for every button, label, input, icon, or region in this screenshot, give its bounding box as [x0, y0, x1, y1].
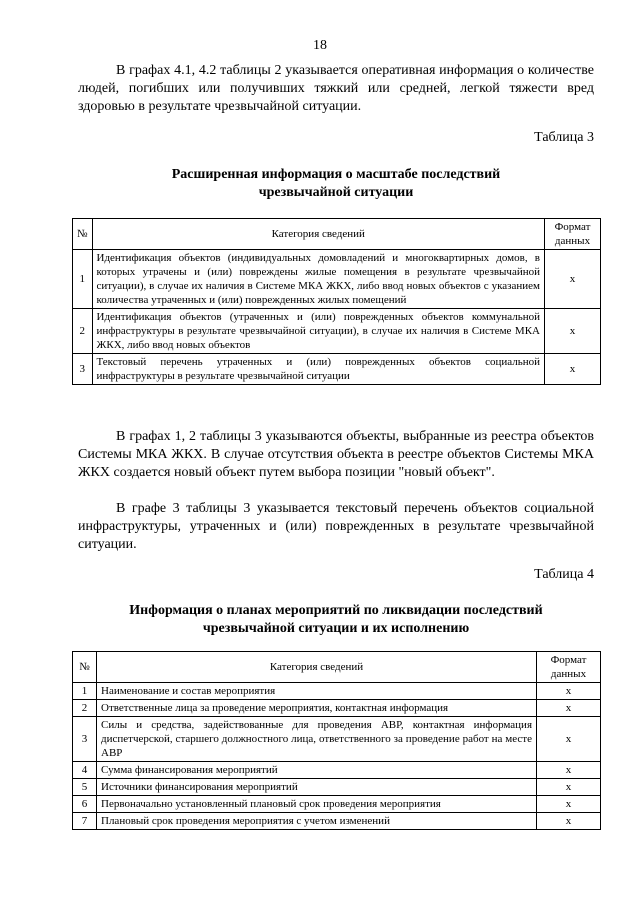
paragraph-table3-note-1: В графах 1, 2 таблицы 3 указываются объекты, выбранные из реестра объектов Системы МКА ЖКХ. В случае отсутствия объекта в реестре объектов Системы МКА ЖКХ создается новый объект путем выбора позиции "новый объект". [78, 429, 594, 480]
table4-header-format: Формат данных [537, 652, 601, 683]
row-format: x [537, 796, 601, 813]
table3-title-line2: чрезвычайной ситуации [258, 185, 414, 200]
row-format: x [537, 700, 601, 717]
table4-label: Таблица 4 [534, 567, 594, 582]
table3-header-category: Категория сведений [92, 219, 545, 250]
row-format: x [537, 717, 601, 762]
row-num: 1 [73, 250, 93, 309]
row-format: x [537, 762, 601, 779]
table3-title-line1: Расширенная информация о масштабе последствий [171, 167, 501, 182]
table-row [73, 813, 601, 830]
table4-title-line1: Информация о планах мероприятий по ликвидации последствий [129, 603, 543, 618]
row-num: 6 [73, 796, 97, 813]
row-format: x [537, 683, 601, 700]
row-num: 5 [73, 779, 97, 796]
table-row [73, 796, 601, 813]
table3-label: Таблица 3 [534, 130, 594, 145]
table3-header-num: № [73, 219, 93, 250]
row-category: Идентификация объектов (утраченных и (или) поврежденных объектов коммунальной инфраструктуры в результате чрезвычайной ситуации), в случае их наличия в Системе МКА ЖКХ, либо ввод новых объектов [92, 309, 545, 354]
row-category: Сумма финансирования мероприятий [97, 762, 537, 779]
page-number: 18 [313, 38, 327, 53]
table4-title [78, 602, 594, 638]
row-format: x [545, 250, 601, 309]
row-num: 4 [73, 762, 97, 779]
table-row [73, 250, 601, 309]
row-num: 3 [73, 354, 93, 385]
row-category: Силы и средства, задействованные для проведения АВР, контактная информация диспетчерской, старшего должностного лица, ответственного за проведение работ на месте АВР [97, 717, 537, 762]
row-format: x [537, 813, 601, 830]
table-row [73, 309, 601, 354]
table4-header-num: № [73, 652, 97, 683]
row-format: x [545, 309, 601, 354]
table-row [73, 354, 601, 385]
table3-header-format: Формат данных [545, 219, 601, 250]
table3-header-row [73, 219, 601, 250]
row-category: Первоначально установленный плановый срок проведения мероприятия [97, 796, 537, 813]
row-category: Наименование и состав мероприятия [97, 683, 537, 700]
table4 [72, 651, 601, 830]
table3-title [78, 166, 594, 202]
row-format: x [537, 779, 601, 796]
table4-header-category: Категория сведений [97, 652, 537, 683]
table4-title-line2: чрезвычайной ситуации и их исполнению [202, 621, 470, 636]
table-row [73, 683, 601, 700]
row-num: 2 [73, 309, 93, 354]
table-row [73, 762, 601, 779]
row-num: 2 [73, 700, 97, 717]
row-num: 7 [73, 813, 97, 830]
paragraph-table3-note-2: В графе 3 таблицы 3 указывается текстовый перечень объектов социальной инфраструктуры, утраченных и (или) поврежденных в результате чрезвычайной ситуации. [78, 501, 594, 552]
row-category: Источники финансирования мероприятий [97, 779, 537, 796]
table-row [73, 700, 601, 717]
row-category: Текстовый перечень утраченных и (или) поврежденных объектов социальной инфраструктуры в результате чрезвычайной ситуации [92, 354, 545, 385]
table-row [73, 779, 601, 796]
row-format: x [545, 354, 601, 385]
table4-header-row [73, 652, 601, 683]
row-category: Плановый срок проведения мероприятия с учетом изменений [97, 813, 537, 830]
row-category: Ответственные лица за проведение мероприятия, контактная информация [97, 700, 537, 717]
row-num: 1 [73, 683, 97, 700]
row-category: Идентификация объектов (индивидуальных домовладений и многоквартирных домов, в которых утрачены и (или) повреждены жилые помещения в результате чрезвычайной ситуации), в случае их наличия в Системе МКА ЖКХ, либо ввод новых объектов с указанием количества утраченных и (или) поврежденных жилых помещений [92, 250, 545, 309]
paragraph-intro: В графах 4.1, 4.2 таблицы 2 указывается оперативная информация о количестве людей, погибших или получивших тяжкий или средней, легкой тяжести вред здоровью в результате чрезвычайной ситуации. [78, 63, 594, 114]
row-num: 3 [73, 717, 97, 762]
table3 [72, 218, 601, 385]
table-row [73, 717, 601, 762]
